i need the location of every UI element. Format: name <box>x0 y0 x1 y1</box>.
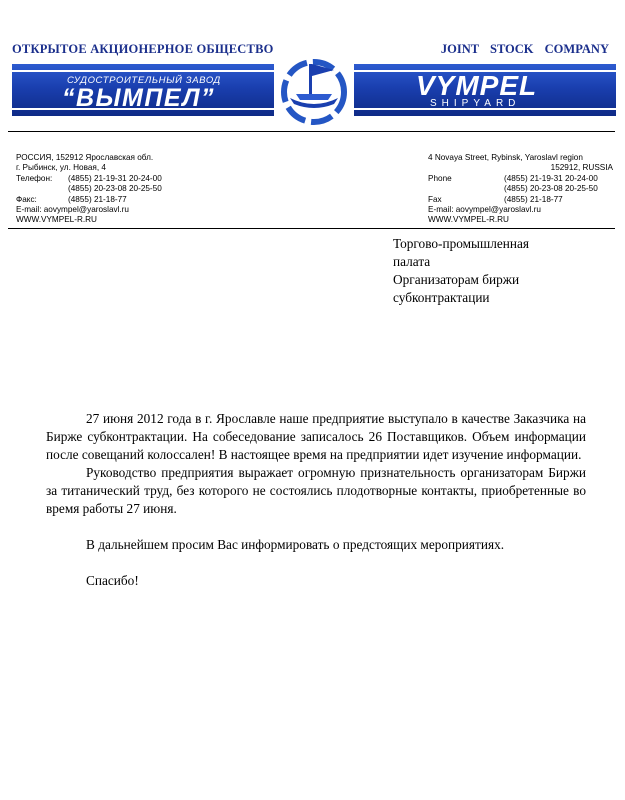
company-name-en: JOINT STOCK COMPANY <box>440 42 609 56</box>
address-en <box>428 153 613 226</box>
logo-shipyard-ru: СУДОСТРОИТЕЛЬНЫЙ ЗАВОД <box>67 75 221 86</box>
recipient-block <box>393 235 583 307</box>
header-divider <box>8 131 615 132</box>
recipient-line2: палата <box>393 254 431 269</box>
phone2-ru: (4855) 20-23-08 20-25-50 <box>68 184 162 194</box>
fax-label-en: Fax <box>428 194 442 204</box>
address-ru-line2: г. Рыбинск, ул. Новая, 4 <box>16 163 106 173</box>
logo-band-ru <box>12 64 274 116</box>
address-divider <box>8 228 615 229</box>
company-name-ru: ОТКРЫТОЕ АКЦИОНЕРНОЕ ОБЩЕСТВО <box>12 42 274 56</box>
address-en-line2: 152912, RUSSIA <box>550 163 613 173</box>
address-en-line1: 4 Novaya Street, Rybinsk, Yaroslavl region <box>428 153 583 162</box>
phone1-en: (4855) 21-19-31 20-24-00 <box>504 173 598 183</box>
recipient-line3: Организаторам биржи <box>393 272 520 287</box>
letter-closing: Спасибо! <box>86 573 139 588</box>
web-en: WWW.VYMPEL-R.RU <box>428 215 509 225</box>
logo-band-en <box>354 64 616 116</box>
logo-vympel-ru: “ВЫМПЕЛ” <box>62 84 216 112</box>
recipient-line1: Торгово-промышленная <box>393 236 529 251</box>
logo-banner <box>12 62 616 118</box>
phone2-en: (4855) 20-23-08 20-25-50 <box>504 184 598 194</box>
fax-en: (4855) 21-18-77 <box>504 194 563 204</box>
logo-vympel-en: VYMPEL <box>416 70 538 101</box>
phone1-ru: (4855) 21-19-31 20-24-00 <box>68 173 162 183</box>
address-ru-line1: РОССИЯ, 152912 Ярославская обл. <box>16 153 154 162</box>
letter-paragraph-3: В дальнейшем просим Вас информировать о предстоящих мероприятиях. <box>86 537 505 552</box>
letter-paragraph-2: Руководство предприятия выражает огромную признательность организаторам Биржи за титанический труд, без которого не состоялись плодотворные контакты, приобретенные во время работы 27 июня. <box>46 465 586 516</box>
ship-anchor-emblem-icon <box>274 54 354 126</box>
web-ru: WWW.VYMPEL-R.RU <box>16 215 97 225</box>
phone-label-ru: Телефон: <box>16 173 53 183</box>
logo-shipyard-en: SHIPYARD <box>430 98 521 109</box>
letter-body <box>46 410 586 590</box>
fax-label-ru: Факс: <box>16 194 37 204</box>
fax-ru: (4855) 21-18-77 <box>68 194 127 204</box>
phone-label-en: Phone <box>428 173 452 183</box>
recipient-line4: субконтрактации <box>393 290 490 305</box>
email-en: E-mail: aovympel@yaroslavl.ru <box>428 204 541 214</box>
address-ru <box>16 153 216 226</box>
letter-paragraph-1: 27 июня 2012 года в г. Ярославле наше предприятие выступало в качестве Заказчика на Бирже субконтрактации. На собеседование записалось 26 Поставщиков. Объем информации после совещаний колоссален! В настоящее время на предприятии идет изучение информации. <box>46 411 586 462</box>
email-ru: E-mail: aovympel@yaroslavl.ru <box>16 204 129 214</box>
